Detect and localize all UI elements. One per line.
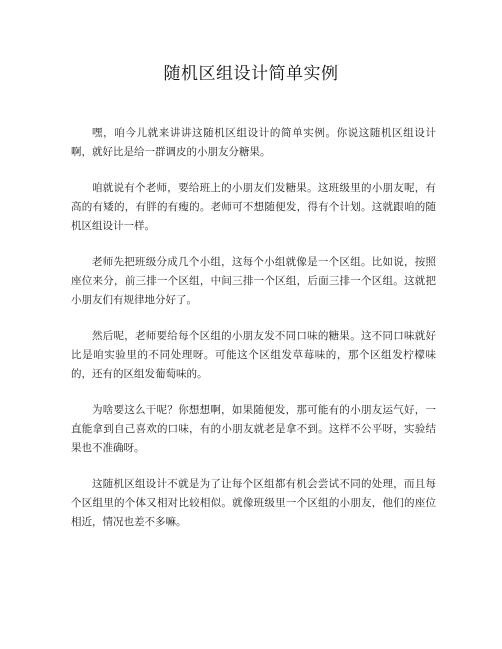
paragraph: 老师先把班级分成几个小组，这每个小组就像是一个区组。比如说，按照座位来分，前三排一个区组，中间三排一个区组，后面三排一个区组。这就把小朋友们有规律地分好了。 (71, 256, 436, 306)
paragraph: 然后呢，老师要给每个区组的小朋友发不同口味的糖果。这不同口味就好比是咱实验里的不同处理呀。可能这个区组发草莓味的，那个区组发柠檬味的，还有的区组发葡萄味的。 (71, 330, 436, 380)
paragraph: 嘿，咱今儿就来讲讲这随机区组设计的简单实例。你说这随机区组设计啊，就好比是给一群调皮的小朋友分糖果。 (71, 127, 436, 158)
document-body (71, 124, 436, 549)
paragraph: 这随机区组设计不就是为了让每个区组都有机会尝试不同的处理，而且每个区组里的个体又相对比较相似。就像班级里一个区组的小朋友，他们的座位相近，情况也差不多嘛。 (71, 478, 436, 528)
paragraph: 咱就说有个老师，要给班上的小朋友们发糖果。这班级里的小朋友呢，有高的有矮的，有胖的有瘦的。老师可不想随便发，得有个计划。这就跟咱的随机区组设计一样。 (71, 182, 436, 232)
paragraph: 为啥要这么干呢？你想想啊，如果随便发，那可能有的小朋友运气好，一直能拿到自己喜欢的口味，有的小朋友就老是拿不到。这样不公平呀，实验结果也不准确呀。 (71, 404, 436, 454)
document-title: 随机区组设计简单实例 (163, 64, 339, 84)
